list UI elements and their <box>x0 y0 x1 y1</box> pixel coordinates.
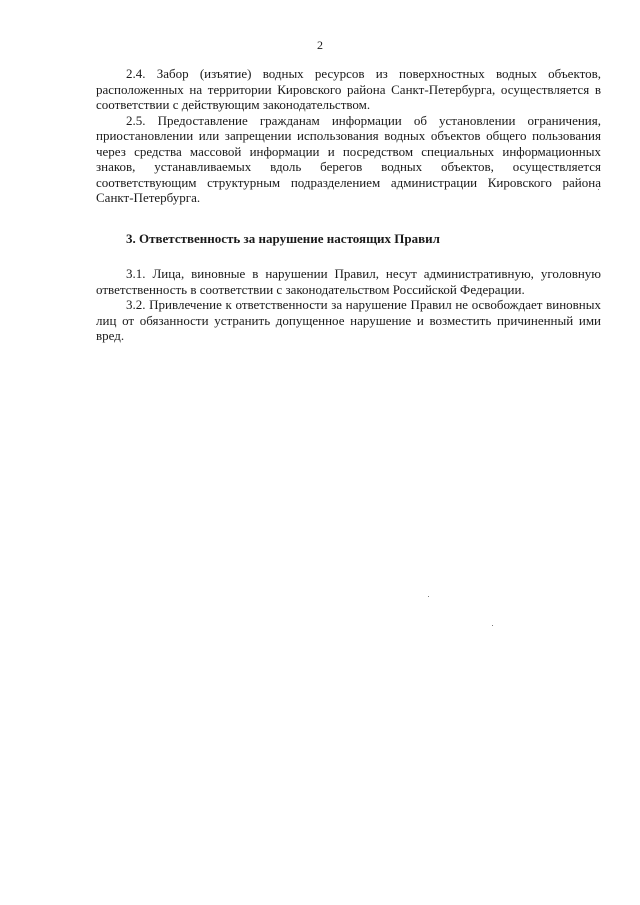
scan-speck <box>492 625 493 626</box>
paragraph-3-2: 3.2. Привлечение к ответственности за нарушение Правил не освобождает виновных лиц от обязанности устранить допущенное нарушение и возместить причиненный ими вред. <box>96 297 601 343</box>
paragraph-2-5: 2.5. Предоставление гражданам информации об установлении ограничения, приостановлении или запрещении использования водных объектов общего пользования через средства массовой информации и посредством специальных информационных знаков, устанавливаемых вдоль берегов водных объектов, осуществляется соответствующим структурным подразделением администрации Кировского района Санкт-Петербурга. <box>96 112 601 205</box>
scan-speck <box>598 189 599 190</box>
document-body <box>96 66 601 344</box>
paragraph-3-1: 3.1. Лица, виновные в нарушении Правил, несут административную, уголовную ответственность в соответствии с законодательством Российской Федерации. <box>96 266 601 297</box>
page-number: 2 <box>317 38 323 52</box>
paragraph-2-4: 2.4. Забор (изъятие) водных ресурсов из поверхностных водных объектов, расположенных на территории Кировского района Санкт-Петербурга, осуществляется в соответствии с действующим законодательством. <box>96 66 601 112</box>
scan-speck <box>428 596 429 597</box>
section-3-heading: 3. Ответственность за нарушение настоящих Правил <box>126 230 440 246</box>
